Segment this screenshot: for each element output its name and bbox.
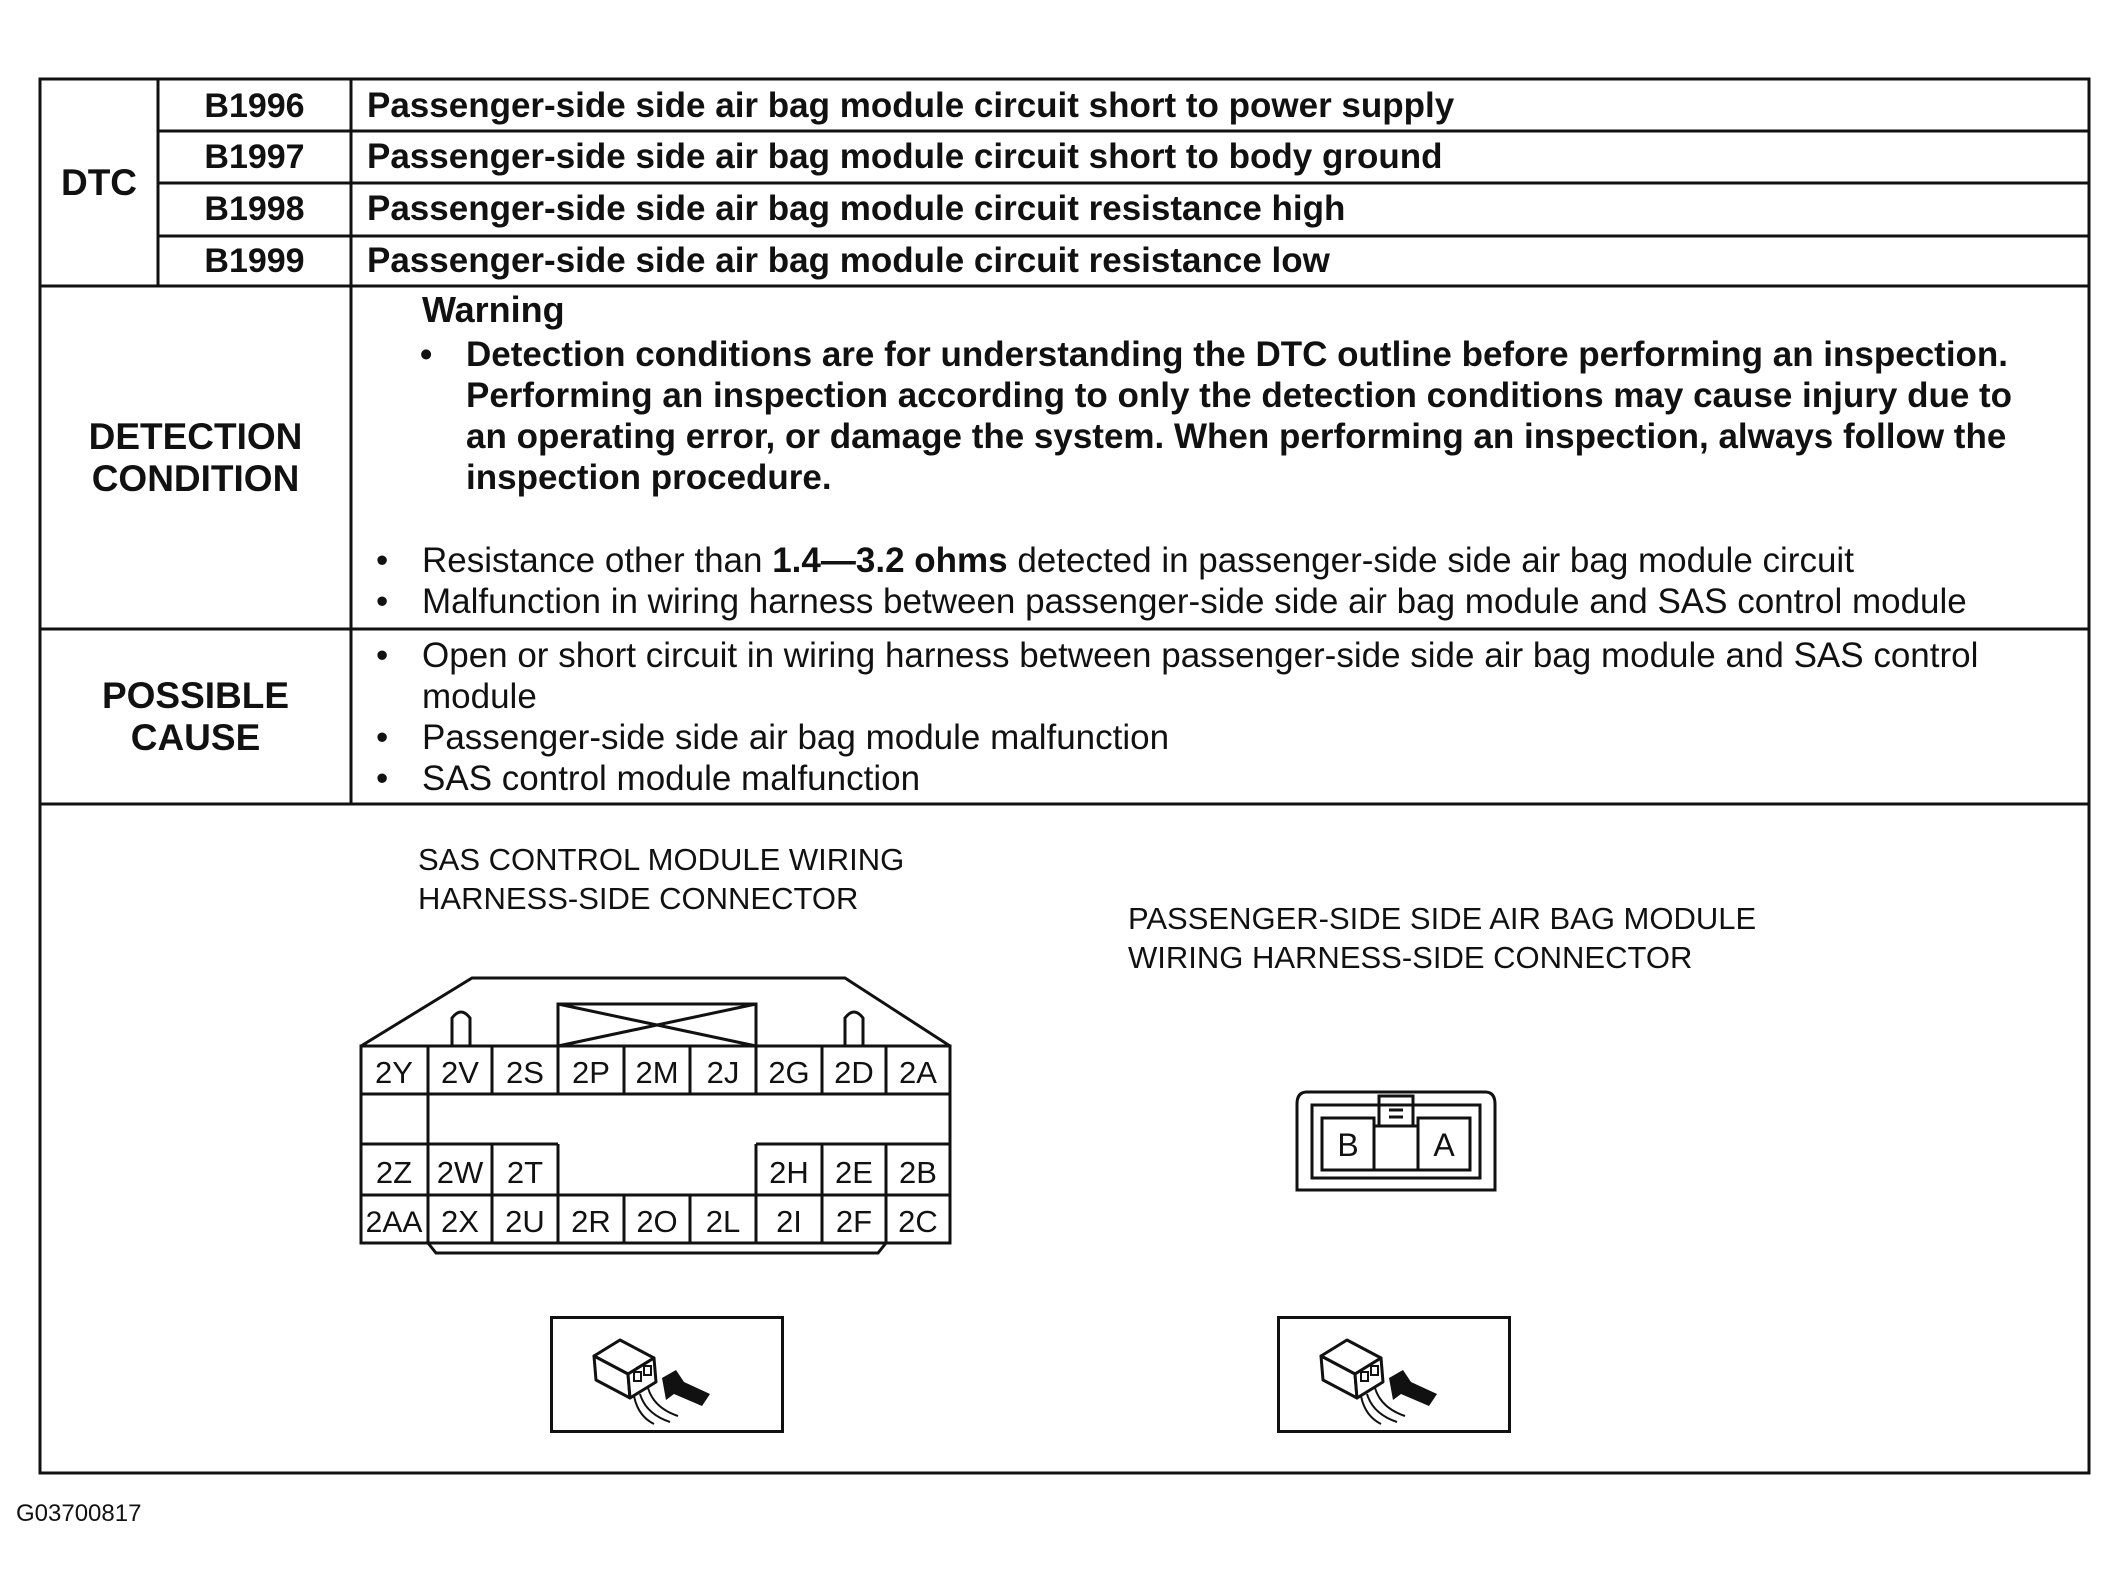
pin-2C: 2C <box>898 1204 938 1239</box>
connector-view-icon-right <box>1277 1316 1511 1433</box>
dtc-code-2: B1997 <box>204 138 305 176</box>
pin-2P: 2P <box>572 1055 610 1090</box>
pin-2F: 2F <box>835 1204 873 1239</box>
dtc-code-4: B1999 <box>204 242 305 280</box>
pin-A: A <box>1433 1127 1455 1163</box>
dtc-desc-4: Passenger-side side air bag module circuit resistance low <box>367 241 1330 280</box>
possible-label-line1: POSSIBLE <box>101 674 290 716</box>
pin-2H: 2H <box>769 1155 809 1190</box>
dtc-code-1: B1996 <box>204 87 305 125</box>
sas-connector-title: SAS CONTROL MODULE WIRING HARNESS-SIDE CONNECTOR <box>418 842 905 916</box>
pin-2U: 2U <box>505 1204 545 1239</box>
pin-2M: 2M <box>635 1055 679 1090</box>
pin-2D: 2D <box>834 1055 874 1090</box>
pin-2A: 2A <box>899 1055 937 1090</box>
bullet-icon: • <box>376 759 389 798</box>
dtc-desc-3: Passenger-side side air bag module circuit resistance high <box>367 189 1346 228</box>
warning-line: Performing an inspection according to only the detection conditions may cause injury due to <box>466 376 2013 415</box>
pin-2E: 2E <box>835 1155 873 1190</box>
pin-2R: 2R <box>571 1204 611 1239</box>
detection-label-line2: CONDITION <box>91 457 300 499</box>
warning-line: • Detection conditions are for understanding the DTC outline before performing an inspection. <box>420 335 2009 374</box>
cause-item-3: • SAS control module malfunction <box>376 759 921 798</box>
pin-2Y: 2Y <box>375 1055 413 1090</box>
bullet-icon: • <box>376 718 389 757</box>
pin-2AA: 2AA <box>365 1206 423 1239</box>
pin-2G: 2G <box>768 1055 810 1090</box>
resistance-range: 1.4—3.2 ohms <box>772 541 1008 580</box>
figure-id: G03700817 <box>16 1500 142 1527</box>
bullet-icon: • <box>376 541 389 580</box>
passenger-connector-title: PASSENGER-SIDE SIDE AIR BAG MODULE WIRING HARNESS-SIDE CONNECTOR <box>1128 901 1757 975</box>
pin-2X: 2X <box>441 1204 479 1239</box>
connector-view-icon-left <box>550 1316 784 1433</box>
bullet-icon: • <box>420 335 433 374</box>
cause-item-1-cont: module <box>422 677 537 716</box>
detection-bullet-1: • Resistance other than 1.4—3.2 ohms detected in passenger-side side air bag module circuit <box>376 541 1854 580</box>
cause-item-1: • Open or short circuit in wiring harness between passenger-side side air bag module and SAS control <box>376 636 1979 675</box>
pin-2O: 2O <box>636 1204 678 1239</box>
pin-2I: 2I <box>776 1204 802 1239</box>
dtc-desc-1: Passenger-side side air bag module circuit short to power supply <box>367 86 1455 125</box>
pin-2L: 2L <box>705 1204 741 1239</box>
possible-label-line2: CAUSE <box>130 716 261 758</box>
cause-item-2: • Passenger-side side air bag module malfunction <box>376 718 1170 757</box>
detection-label-line1: DETECTION <box>88 415 303 457</box>
pin-2B: 2B <box>899 1155 937 1190</box>
pin-2J: 2J <box>706 1055 740 1090</box>
warning-title: Warning <box>422 289 565 330</box>
pin-2V: 2V <box>441 1055 479 1090</box>
dtc-code-3: B1998 <box>204 190 305 228</box>
dtc-label: DTC <box>60 161 138 203</box>
pin-B: B <box>1337 1127 1359 1163</box>
detection-bullet-2: • Malfunction in wiring harness between passenger-side side air bag module and SAS control module <box>376 582 1967 621</box>
warning-line: an operating error, or damage the system. When performing an inspection, always follow the <box>466 417 2007 456</box>
pin-2W: 2W <box>436 1155 484 1190</box>
dtc-desc-2: Passenger-side side air bag module circuit short to body ground <box>367 137 1443 176</box>
pin-2T: 2T <box>506 1155 544 1190</box>
pin-2S: 2S <box>506 1055 544 1090</box>
warning-line: inspection procedure. <box>466 458 832 497</box>
bullet-icon: • <box>376 636 389 675</box>
bullet-icon: • <box>376 582 389 621</box>
pin-2Z: 2Z <box>375 1155 413 1190</box>
